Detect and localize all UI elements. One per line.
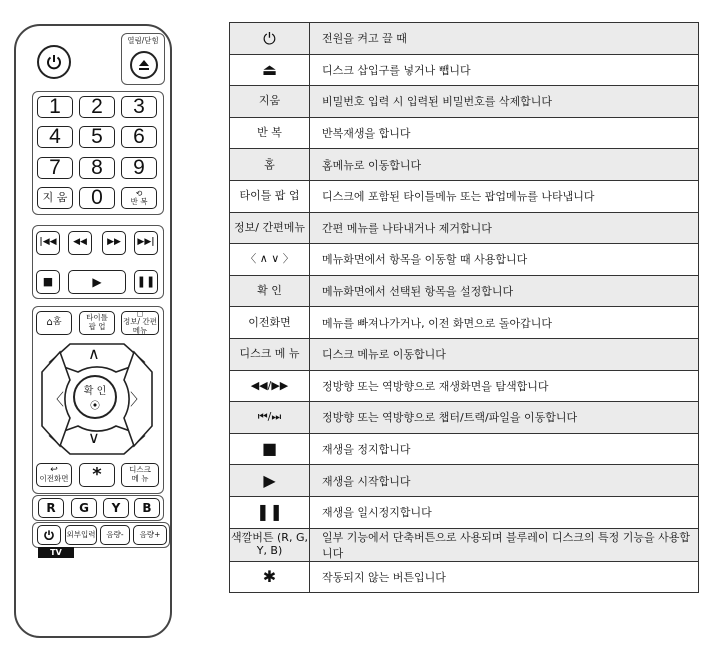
num-button-5[interactable]: 5 bbox=[79, 126, 115, 148]
function-description: 재생을 정지합니다 bbox=[310, 433, 699, 465]
table-row bbox=[230, 23, 699, 55]
home-icon: 홈 bbox=[264, 157, 275, 171]
table-row bbox=[230, 370, 699, 402]
table-row bbox=[230, 465, 699, 497]
function-description: 디스크 삽입구를 넣거나 뺍니다 bbox=[310, 54, 699, 86]
num-button-7[interactable]: 7 bbox=[37, 157, 73, 179]
function-description: 재생을 일시정지합니다 bbox=[310, 496, 699, 528]
pause-button[interactable] bbox=[134, 270, 158, 294]
stop-button[interactable] bbox=[36, 270, 60, 294]
info-label: 정보/ 간편메뉴 bbox=[123, 316, 157, 335]
function-key-cell bbox=[230, 433, 310, 465]
next-chapter-button[interactable] bbox=[134, 231, 158, 255]
power-icon bbox=[45, 53, 63, 71]
skip-forward-icon: ▶▶| bbox=[137, 237, 155, 248]
num-button-1[interactable]: 1 bbox=[37, 96, 73, 118]
function-key-cell bbox=[230, 23, 310, 55]
volume-up-button[interactable]: 음량+ bbox=[133, 525, 167, 545]
repeat-icon: ⟲ bbox=[135, 188, 143, 198]
back-label: 이전화면 bbox=[39, 474, 69, 484]
num-button-4[interactable]: 4 bbox=[37, 126, 73, 148]
up-arrow-icon[interactable]: ∧ bbox=[88, 344, 100, 363]
function-description: 일부 기능에서 단축버튼으로 사용되며 블루레이 디스크의 특정 기능을 사용합니다 bbox=[310, 528, 699, 561]
left-arrow-icon[interactable]: 〈 bbox=[48, 390, 65, 409]
table-row bbox=[230, 433, 699, 465]
function-description: 전원을 켜고 끌 때 bbox=[310, 23, 699, 55]
num-button-2[interactable]: 2 bbox=[79, 96, 115, 118]
info-icon: ▢ bbox=[136, 309, 144, 318]
function-key-cell bbox=[230, 402, 310, 434]
home-icon: ⌂ bbox=[46, 316, 53, 328]
function-description: 재생을 시작합니다 bbox=[310, 465, 699, 497]
info-button[interactable] bbox=[121, 311, 159, 335]
prev-chapter-button[interactable] bbox=[36, 231, 60, 255]
power-icon: ⏻ bbox=[263, 28, 276, 48]
function-key-cell bbox=[230, 86, 310, 118]
table-row bbox=[230, 212, 699, 244]
repeat-label: 반 복 bbox=[130, 196, 148, 206]
function-description: 메뉴화면에서 항목을 이동할 때 사용합니다 bbox=[310, 244, 699, 276]
function-description: 메뉴를 빠져나가거나, 이전 화면으로 돌아갑니다 bbox=[310, 307, 699, 339]
function-key-cell bbox=[230, 54, 310, 86]
delete-button[interactable]: 지 움 bbox=[37, 187, 73, 209]
home-button[interactable] bbox=[36, 311, 72, 335]
rewind-icon: ◀◀ bbox=[73, 237, 87, 248]
down-arrow-icon[interactable]: ∨ bbox=[88, 428, 100, 447]
repeat-icon: 반 복 bbox=[257, 126, 282, 140]
table-row bbox=[230, 275, 699, 307]
stop-icon: ■ bbox=[42, 275, 54, 289]
function-key-cell bbox=[230, 561, 310, 593]
function-key-cell bbox=[230, 244, 310, 276]
function-key-label: 디스크 메 뉴 bbox=[239, 347, 300, 361]
green-button[interactable]: G bbox=[71, 498, 97, 518]
play-button[interactable] bbox=[68, 270, 126, 294]
table-row bbox=[230, 117, 699, 149]
star-button[interactable]: * bbox=[79, 463, 115, 487]
volume-down-button[interactable]: 음량- bbox=[100, 525, 130, 545]
function-key-cell bbox=[230, 370, 310, 402]
back-icon: ↩ bbox=[50, 465, 58, 476]
play-icon: ▶ bbox=[92, 274, 102, 289]
function-key-cell bbox=[230, 212, 310, 244]
info-icon: 정보/ 간편메뉴 bbox=[234, 220, 305, 234]
back-button[interactable] bbox=[36, 463, 72, 487]
function-key-cell bbox=[230, 528, 310, 561]
function-key-cell bbox=[230, 307, 310, 339]
function-key-label: 지움 bbox=[258, 94, 281, 108]
function-key-cell bbox=[230, 180, 310, 212]
num-button-6[interactable]: 6 bbox=[121, 126, 157, 148]
function-key-label: 타이틀 팝 업 bbox=[239, 189, 300, 203]
function-description: 디스크에 포함된 타이틀메뉴 또는 팝업메뉴를 나타냅니다 bbox=[310, 180, 699, 212]
function-key-cell bbox=[230, 149, 310, 181]
eject-icon bbox=[137, 58, 151, 72]
function-key-label: 색깔버튼 (R, G, Y, B) bbox=[231, 531, 308, 557]
function-key-label: ❚❚ bbox=[256, 502, 283, 522]
yellow-button[interactable]: Y bbox=[103, 498, 129, 518]
fast-forward-button[interactable] bbox=[102, 231, 126, 255]
function-key-label: ⏮/⏭ bbox=[257, 410, 282, 424]
ok-icon: 확 인 bbox=[257, 284, 282, 297]
table-row bbox=[230, 402, 699, 434]
function-table bbox=[229, 22, 699, 593]
function-description: 비밀번호 입력 시 입력된 비밀번호를 삭제합니다 bbox=[310, 86, 699, 118]
function-key-label: ■ bbox=[261, 439, 278, 459]
table-row bbox=[230, 338, 699, 370]
function-key-cell bbox=[230, 338, 310, 370]
function-description: 메뉴화면에서 선택된 항목을 설정합니다 bbox=[310, 275, 699, 307]
table-row bbox=[230, 54, 699, 86]
table-row bbox=[230, 528, 699, 561]
table-row bbox=[230, 149, 699, 181]
right-arrow-icon[interactable]: 〉 bbox=[130, 390, 147, 409]
eject-button[interactable] bbox=[130, 51, 158, 79]
function-description: 홈메뉴로 이동합니다 bbox=[310, 149, 699, 181]
function-key-label: ✱ bbox=[262, 567, 277, 586]
num-button-0[interactable]: 0 bbox=[79, 187, 115, 209]
function-key-cell bbox=[230, 117, 310, 149]
table-row bbox=[230, 561, 699, 593]
skip-back-icon: |◀◀ bbox=[39, 237, 57, 248]
tv-power-button[interactable] bbox=[37, 525, 61, 545]
fast-forward-icon: ▶▶ bbox=[107, 237, 121, 248]
red-button[interactable]: R bbox=[38, 498, 64, 518]
ok-label: 확 인 bbox=[83, 386, 107, 397]
table-row bbox=[230, 180, 699, 212]
function-description: 반복재생을 합니다 bbox=[310, 117, 699, 149]
tv-input-button[interactable]: 외부입력 bbox=[65, 525, 97, 545]
num-button-3[interactable]: 3 bbox=[121, 96, 157, 118]
table-row bbox=[230, 307, 699, 339]
home-label: 홈 bbox=[52, 317, 62, 328]
repeat-button[interactable] bbox=[121, 187, 157, 209]
title-popup-button[interactable]: 타이틀 팝 업 bbox=[79, 311, 115, 335]
blue-button[interactable]: B bbox=[134, 498, 160, 518]
back-icon: 이전화면 bbox=[248, 315, 291, 329]
function-description: 디스크 메뉴로 이동합니다 bbox=[310, 338, 699, 370]
function-description: 작동되지 않는 버튼입니다 bbox=[310, 561, 699, 593]
function-key-cell bbox=[230, 496, 310, 528]
function-key-cell bbox=[230, 465, 310, 497]
function-key-label: ▶ bbox=[263, 470, 276, 490]
function-key-cell bbox=[230, 275, 310, 307]
eject-icon: ⏏ bbox=[261, 60, 278, 80]
num-button-8[interactable]: 8 bbox=[79, 157, 115, 179]
pause-icon: ❚❚ bbox=[136, 275, 156, 289]
function-description: 정방향 또는 역방향으로 재생화면을 탐색합니다 bbox=[310, 370, 699, 402]
function-description: 정방향 또는 역방향으로 챕터/트랙/파일을 이동합니다 bbox=[310, 402, 699, 434]
table-row bbox=[230, 86, 699, 118]
table-row bbox=[230, 496, 699, 528]
open-close-label: 열림/닫힘 bbox=[127, 36, 159, 45]
rewind-button[interactable] bbox=[68, 231, 92, 255]
tv-power-icon bbox=[43, 529, 55, 541]
ok-button[interactable] bbox=[73, 375, 117, 419]
ok-icon: ⦿ bbox=[90, 401, 100, 412]
power-button[interactable] bbox=[37, 45, 71, 79]
function-description: 간편 메뉴를 나타내거나 제거합니다 bbox=[310, 212, 699, 244]
function-key-label: ◀◀/▶▶ bbox=[250, 378, 289, 392]
table-row bbox=[230, 244, 699, 276]
disc-menu-button[interactable]: 디스크 메 뉴 bbox=[121, 463, 159, 487]
tv-label: TV bbox=[38, 547, 74, 558]
num-button-9[interactable]: 9 bbox=[121, 157, 157, 179]
function-key-label: 〈 ∧ ∨ 〉 bbox=[245, 252, 294, 266]
